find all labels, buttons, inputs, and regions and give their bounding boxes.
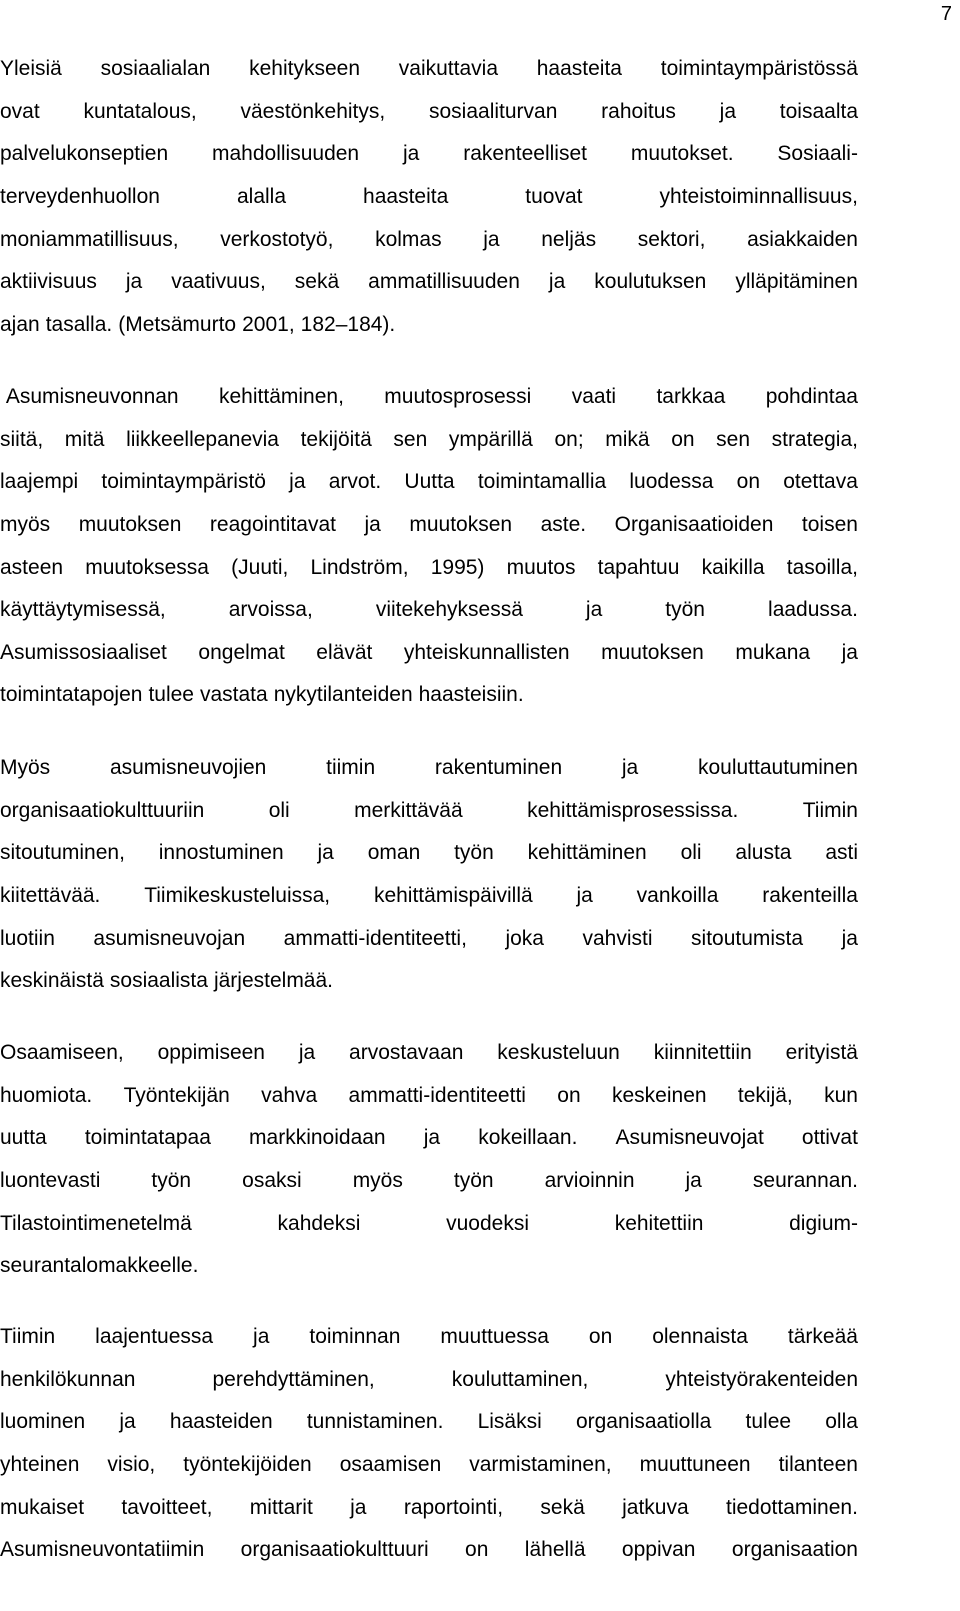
text-line: terveydenhuollon alalla haasteita tuovat yhteistoiminnallisuus, xyxy=(0,185,858,209)
text-line: Osaamiseen, oppimiseen ja arvostavaan keskusteluun kiinnitettiin erityistä xyxy=(0,1041,858,1065)
text-line: huomiota. Työntekijän vahva ammatti-identiteetti on keskeinen tekijä, kun xyxy=(0,1083,858,1107)
text-line: Tiimin laajentuessa ja toiminnan muuttuessa on olennaista tärkeää xyxy=(0,1325,858,1349)
text-line: keskinäistä sosiaalista järjestelmää. xyxy=(0,969,334,993)
text-line: laajempi toimintaympäristö ja arvot. Uutta toimintamallia luodessa on otettava xyxy=(0,470,858,494)
text-line: uutta toimintatapaa markkinoidaan ja kokeillaan. Asumisneuvojat ottivat xyxy=(0,1126,858,1150)
text-line: ajan tasalla. (Metsämurto 2001, 182–184). xyxy=(0,312,396,336)
paragraph-2 xyxy=(0,376,858,717)
text-line: Myös asumisneuvojien tiimin rakentuminen ja kouluttautuminen xyxy=(0,756,858,780)
text-line: toimintatapojen tulee vastata nykytilanteiden haasteisiin. xyxy=(0,683,524,707)
text-line: Tilastointimenetelmä kahdeksi vuodeksi kehitettiin digium- xyxy=(0,1211,858,1235)
text-line: seurantalomakkeelle. xyxy=(0,1254,199,1278)
paragraph-3 xyxy=(0,747,858,1003)
text-line: yhteinen visio, työntekijöiden osaamisen varmistaminen, muuttuneen tilanteen xyxy=(0,1453,858,1477)
paragraph-4 xyxy=(0,1032,858,1288)
text-line: siitä, mitä liikkeellepanevia tekijöitä sen ympärillä on; mikä on sen strategia, xyxy=(0,427,858,451)
text-line: ovat kuntatalous, väestönkehitys, sosiaaliturvan rahoitus ja toisaalta xyxy=(0,99,858,123)
text-line: henkilökunnan perehdyttäminen, kouluttaminen, yhteistyörakenteiden xyxy=(0,1367,858,1391)
text-line: luontevasti työn osaksi myös työn arvioinnin ja seurannan. xyxy=(0,1169,858,1193)
paragraph-5 xyxy=(0,1316,858,1572)
text-line: sitoutuminen, innostuminen ja oman työn kehittäminen oli alusta asti xyxy=(0,841,858,865)
text-line: asteen muutoksessa (Juuti, Lindström, 1995) muutos tapahtuu kaikilla tasoilla, xyxy=(0,555,858,579)
text-line: organisaatiokulttuuriin oli merkittävää kehittämisprosessissa. Tiimin xyxy=(0,798,858,822)
text-line: Asumisneuvontatiimin organisaatiokulttuuri on lähellä oppivan organisaation xyxy=(0,1538,858,1562)
text-line: aktiivisuus ja vaativuus, sekä ammatillisuuden ja koulutuksen ylläpitäminen xyxy=(0,270,858,294)
text-line: moniammatillisuus, verkostotyö, kolmas ja neljäs sektori, asiakkaiden xyxy=(0,227,858,251)
text-line: kiitettävää. Tiimikeskusteluissa, kehittämispäivillä ja vankoilla rakenteilla xyxy=(0,884,858,908)
text-line: Asumissosiaaliset ongelmat elävät yhteiskunnallisten muutoksen mukana ja xyxy=(0,640,858,664)
page-number: 7 xyxy=(940,3,952,25)
text-line: Asumisneuvonnan kehittäminen, muutosprosessi vaati tarkkaa pohdintaa xyxy=(0,385,858,409)
text-line: palvelukonseptien mahdollisuuden ja rakenteelliset muutokset. Sosiaali- xyxy=(0,142,858,166)
text-line: mukaiset tavoitteet, mittarit ja raportointi, sekä jatkuva tiedottaminen. xyxy=(0,1495,858,1519)
text-line: myös muutoksen reagointitavat ja muutoksen aste. Organisaatioiden toisen xyxy=(0,513,858,537)
text-line: käyttäytymisessä, arvoissa, viitekehyksessä ja työn laadussa. xyxy=(0,598,858,622)
text-line: luominen ja haasteiden tunnistaminen. Lisäksi organisaatiolla tulee olla xyxy=(0,1410,858,1434)
paragraph-1 xyxy=(0,48,858,346)
text-line: luotiin asumisneuvojan ammatti-identiteetti, joka vahvisti sitoutumista ja xyxy=(0,926,858,950)
text-line: Yleisiä sosiaalialan kehitykseen vaikuttavia haasteita toimintaympäristössä xyxy=(0,57,858,81)
